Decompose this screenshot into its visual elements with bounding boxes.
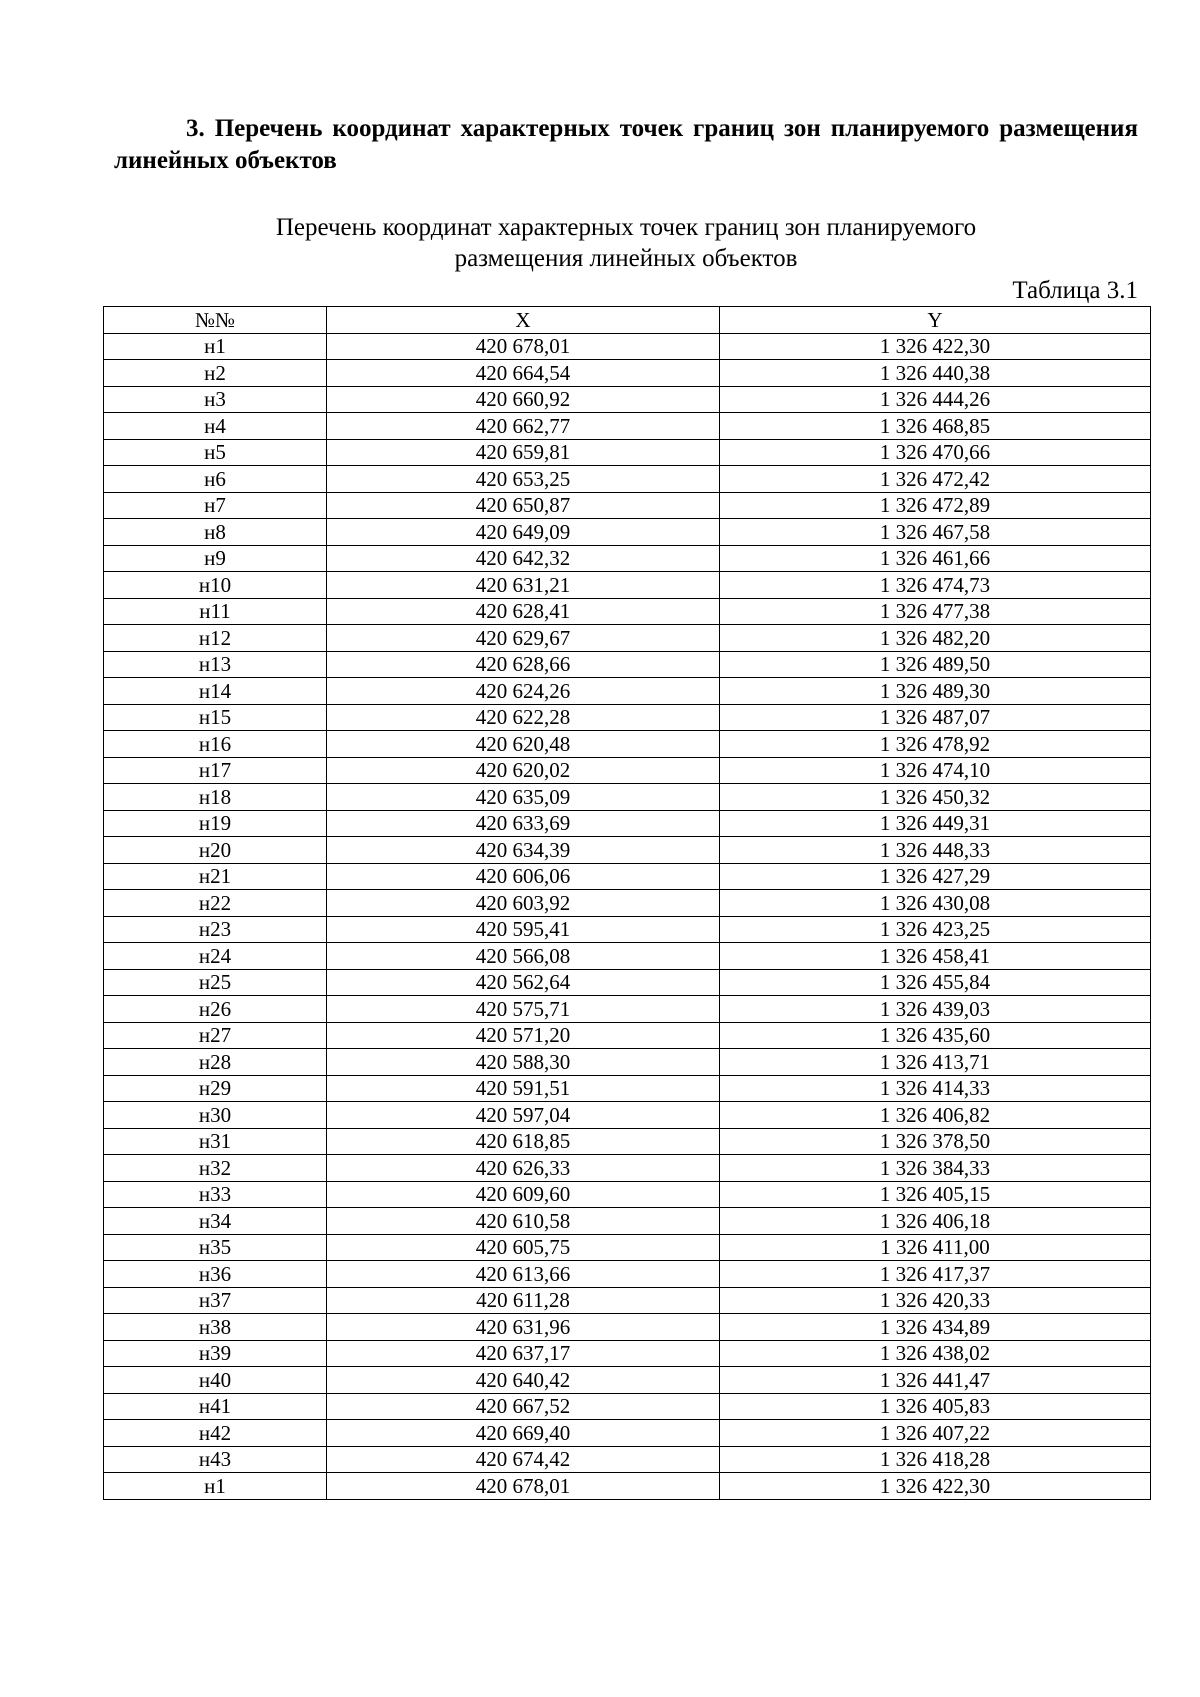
point-number-cell: н28: [104, 1049, 327, 1076]
table-row: [104, 1075, 1151, 1102]
table-row: [104, 360, 1151, 387]
x-coordinate-cell: 420 622,28: [327, 704, 720, 731]
x-coordinate-cell: 420 603,92: [327, 890, 720, 917]
y-coordinate-cell: 1 326 430,08: [720, 890, 1151, 917]
point-number-cell: н11: [104, 598, 327, 625]
point-number-cell: н33: [104, 1181, 327, 1208]
x-coordinate-cell: 420 566,08: [327, 943, 720, 970]
table-row: [104, 757, 1151, 784]
point-number-cell: н3: [104, 386, 327, 413]
y-coordinate-cell: 1 326 405,15: [720, 1181, 1151, 1208]
y-coordinate-cell: 1 326 427,29: [720, 863, 1151, 890]
y-coordinate-cell: 1 326 482,20: [720, 625, 1151, 652]
table-caption-line-1: Перечень координат характерных точек границ зон планируемого: [275, 214, 977, 241]
y-coordinate-cell: 1 326 472,89: [720, 492, 1151, 519]
point-number-cell: н37: [104, 1287, 327, 1314]
x-coordinate-cell: 420 626,33: [327, 1155, 720, 1182]
table-row: [104, 651, 1151, 678]
x-coordinate-cell: 420 606,06: [327, 863, 720, 890]
point-number-cell: н14: [104, 678, 327, 705]
x-coordinate-cell: 420 634,39: [327, 837, 720, 864]
table-row: [104, 943, 1151, 970]
y-coordinate-cell: 1 326 406,82: [720, 1102, 1151, 1129]
table-header: [104, 307, 1151, 334]
point-number-cell: н25: [104, 969, 327, 996]
table-row: [104, 386, 1151, 413]
y-coordinate-cell: 1 326 441,47: [720, 1367, 1151, 1394]
x-coordinate-cell: 420 610,58: [327, 1208, 720, 1235]
section-heading: 3. Перечень координат характерных точек границ зон планируемого размещения линейных объектов: [114, 115, 1138, 174]
y-coordinate-cell: 1 326 434,89: [720, 1314, 1151, 1341]
y-coordinate-cell: 1 326 458,41: [720, 943, 1151, 970]
y-coordinate-cell: 1 326 489,50: [720, 651, 1151, 678]
table-row: [104, 466, 1151, 493]
y-coordinate-cell: 1 326 423,25: [720, 916, 1151, 943]
table-row: [104, 1049, 1151, 1076]
header-row: [104, 307, 1151, 334]
y-coordinate-cell: 1 326 422,30: [720, 1473, 1151, 1500]
y-coordinate-cell: 1 326 418,28: [720, 1446, 1151, 1473]
table-row: [104, 572, 1151, 599]
point-number-cell: н39: [104, 1340, 327, 1367]
y-coordinate-cell: 1 326 448,33: [720, 837, 1151, 864]
x-coordinate-cell: 420 662,77: [327, 413, 720, 440]
x-coordinate-cell: 420 631,96: [327, 1314, 720, 1341]
y-coordinate-cell: 1 326 384,33: [720, 1155, 1151, 1182]
table-row: [104, 969, 1151, 996]
table-row: [104, 1473, 1151, 1500]
y-coordinate-cell: 1 326 478,92: [720, 731, 1151, 758]
table-row: [104, 1420, 1151, 1447]
header-y: Y: [720, 307, 1151, 334]
table-row: [104, 890, 1151, 917]
point-number-cell: н34: [104, 1208, 327, 1235]
header-x: X: [327, 307, 720, 334]
table-row: [104, 837, 1151, 864]
table-row: [104, 1393, 1151, 1420]
y-coordinate-cell: 1 326 455,84: [720, 969, 1151, 996]
table-row: [104, 439, 1151, 466]
point-number-cell: н40: [104, 1367, 327, 1394]
point-number-cell: н43: [104, 1446, 327, 1473]
table-row: [104, 1261, 1151, 1288]
y-coordinate-cell: 1 326 472,42: [720, 466, 1151, 493]
point-number-cell: н4: [104, 413, 327, 440]
x-coordinate-cell: 420 649,09: [327, 519, 720, 546]
point-number-cell: н16: [104, 731, 327, 758]
table-row: [104, 731, 1151, 758]
x-coordinate-cell: 420 588,30: [327, 1049, 720, 1076]
table-row: [104, 1102, 1151, 1129]
y-coordinate-cell: 1 326 468,85: [720, 413, 1151, 440]
x-coordinate-cell: 420 678,01: [327, 333, 720, 360]
point-number-cell: н20: [104, 837, 327, 864]
y-coordinate-cell: 1 326 407,22: [720, 1420, 1151, 1447]
x-coordinate-cell: 420 642,32: [327, 545, 720, 572]
point-number-cell: н6: [104, 466, 327, 493]
point-number-cell: н9: [104, 545, 327, 572]
x-coordinate-cell: 420 640,42: [327, 1367, 720, 1394]
point-number-cell: н41: [104, 1393, 327, 1420]
point-number-cell: н42: [104, 1420, 327, 1447]
point-number-cell: н29: [104, 1075, 327, 1102]
table-number: Таблица 3.1: [1012, 277, 1138, 304]
y-coordinate-cell: 1 326 422,30: [720, 333, 1151, 360]
point-number-cell: н17: [104, 757, 327, 784]
point-number-cell: н13: [104, 651, 327, 678]
y-coordinate-cell: 1 326 406,18: [720, 1208, 1151, 1235]
y-coordinate-cell: 1 326 470,66: [720, 439, 1151, 466]
table-row: [104, 413, 1151, 440]
point-number-cell: н32: [104, 1155, 327, 1182]
x-coordinate-cell: 420 659,81: [327, 439, 720, 466]
y-coordinate-cell: 1 326 411,00: [720, 1234, 1151, 1261]
x-coordinate-cell: 420 591,51: [327, 1075, 720, 1102]
point-number-cell: н2: [104, 360, 327, 387]
point-number-cell: н10: [104, 572, 327, 599]
x-coordinate-cell: 420 669,40: [327, 1420, 720, 1447]
table-row: [104, 519, 1151, 546]
x-coordinate-cell: 420 620,48: [327, 731, 720, 758]
y-coordinate-cell: 1 326 420,33: [720, 1287, 1151, 1314]
y-coordinate-cell: 1 326 440,38: [720, 360, 1151, 387]
table-body: [104, 333, 1151, 1499]
table-row: [104, 1181, 1151, 1208]
x-coordinate-cell: 420 562,64: [327, 969, 720, 996]
point-number-cell: н7: [104, 492, 327, 519]
table-row: [104, 678, 1151, 705]
y-coordinate-cell: 1 326 474,10: [720, 757, 1151, 784]
point-number-cell: н38: [104, 1314, 327, 1341]
x-coordinate-cell: 420 628,66: [327, 651, 720, 678]
point-number-cell: н15: [104, 704, 327, 731]
point-number-cell: н36: [104, 1261, 327, 1288]
table-caption-line-2: размещения линейных объектов: [454, 245, 798, 272]
y-coordinate-cell: 1 326 461,66: [720, 545, 1151, 572]
y-coordinate-cell: 1 326 435,60: [720, 1022, 1151, 1049]
table-row: [104, 598, 1151, 625]
x-coordinate-cell: 420 664,54: [327, 360, 720, 387]
y-coordinate-cell: 1 326 413,71: [720, 1049, 1151, 1076]
table-row: [104, 1287, 1151, 1314]
point-number-cell: н30: [104, 1102, 327, 1129]
table-row: [104, 545, 1151, 572]
table-row: [104, 1314, 1151, 1341]
y-coordinate-cell: 1 326 439,03: [720, 996, 1151, 1023]
point-number-cell: н24: [104, 943, 327, 970]
x-coordinate-cell: 420 618,85: [327, 1128, 720, 1155]
x-coordinate-cell: 420 633,69: [327, 810, 720, 837]
table-row: [104, 492, 1151, 519]
x-coordinate-cell: 420 624,26: [327, 678, 720, 705]
y-coordinate-cell: 1 326 474,73: [720, 572, 1151, 599]
point-number-cell: н35: [104, 1234, 327, 1261]
x-coordinate-cell: 420 620,02: [327, 757, 720, 784]
y-coordinate-cell: 1 326 450,32: [720, 784, 1151, 811]
x-coordinate-cell: 420 611,28: [327, 1287, 720, 1314]
point-number-cell: н5: [104, 439, 327, 466]
table-row: [104, 1340, 1151, 1367]
point-number-cell: н21: [104, 863, 327, 890]
table-row: [104, 916, 1151, 943]
x-coordinate-cell: 420 571,20: [327, 1022, 720, 1049]
table-row: [104, 996, 1151, 1023]
table-caption: [114, 212, 1138, 274]
coordinates-table: [103, 306, 1151, 1500]
x-coordinate-cell: 420 674,42: [327, 1446, 720, 1473]
x-coordinate-cell: 420 629,67: [327, 625, 720, 652]
x-coordinate-cell: 420 667,52: [327, 1393, 720, 1420]
x-coordinate-cell: 420 637,17: [327, 1340, 720, 1367]
table-row: [104, 784, 1151, 811]
y-coordinate-cell: 1 326 444,26: [720, 386, 1151, 413]
point-number-cell: н23: [104, 916, 327, 943]
table-row: [104, 1234, 1151, 1261]
table-row: [104, 1128, 1151, 1155]
point-number-cell: н18: [104, 784, 327, 811]
point-number-cell: н19: [104, 810, 327, 837]
x-coordinate-cell: 420 653,25: [327, 466, 720, 493]
x-coordinate-cell: 420 595,41: [327, 916, 720, 943]
table-row: [104, 333, 1151, 360]
table-row: [104, 625, 1151, 652]
x-coordinate-cell: 420 575,71: [327, 996, 720, 1023]
y-coordinate-cell: 1 326 467,58: [720, 519, 1151, 546]
table-row: [104, 810, 1151, 837]
point-number-cell: н26: [104, 996, 327, 1023]
table-row: [104, 704, 1151, 731]
y-coordinate-cell: 1 326 449,31: [720, 810, 1151, 837]
point-number-cell: н12: [104, 625, 327, 652]
x-coordinate-cell: 420 605,75: [327, 1234, 720, 1261]
x-coordinate-cell: 420 650,87: [327, 492, 720, 519]
y-coordinate-cell: 1 326 477,38: [720, 598, 1151, 625]
x-coordinate-cell: 420 631,21: [327, 572, 720, 599]
table-row: [104, 1155, 1151, 1182]
x-coordinate-cell: 420 613,66: [327, 1261, 720, 1288]
y-coordinate-cell: 1 326 414,33: [720, 1075, 1151, 1102]
table-row: [104, 1022, 1151, 1049]
point-number-cell: н27: [104, 1022, 327, 1049]
y-coordinate-cell: 1 326 405,83: [720, 1393, 1151, 1420]
header-point-number: №№: [104, 307, 327, 334]
point-number-cell: н1: [104, 1473, 327, 1500]
y-coordinate-cell: 1 326 417,37: [720, 1261, 1151, 1288]
point-number-cell: н1: [104, 333, 327, 360]
table-row: [104, 1367, 1151, 1394]
point-number-cell: н31: [104, 1128, 327, 1155]
x-coordinate-cell: 420 597,04: [327, 1102, 720, 1129]
table-row: [104, 1208, 1151, 1235]
table-row: [104, 863, 1151, 890]
x-coordinate-cell: 420 628,41: [327, 598, 720, 625]
y-coordinate-cell: 1 326 489,30: [720, 678, 1151, 705]
y-coordinate-cell: 1 326 378,50: [720, 1128, 1151, 1155]
x-coordinate-cell: 420 678,01: [327, 1473, 720, 1500]
point-number-cell: н22: [104, 890, 327, 917]
y-coordinate-cell: 1 326 487,07: [720, 704, 1151, 731]
x-coordinate-cell: 420 635,09: [327, 784, 720, 811]
x-coordinate-cell: 420 660,92: [327, 386, 720, 413]
x-coordinate-cell: 420 609,60: [327, 1181, 720, 1208]
table-row: [104, 1446, 1151, 1473]
point-number-cell: н8: [104, 519, 327, 546]
y-coordinate-cell: 1 326 438,02: [720, 1340, 1151, 1367]
